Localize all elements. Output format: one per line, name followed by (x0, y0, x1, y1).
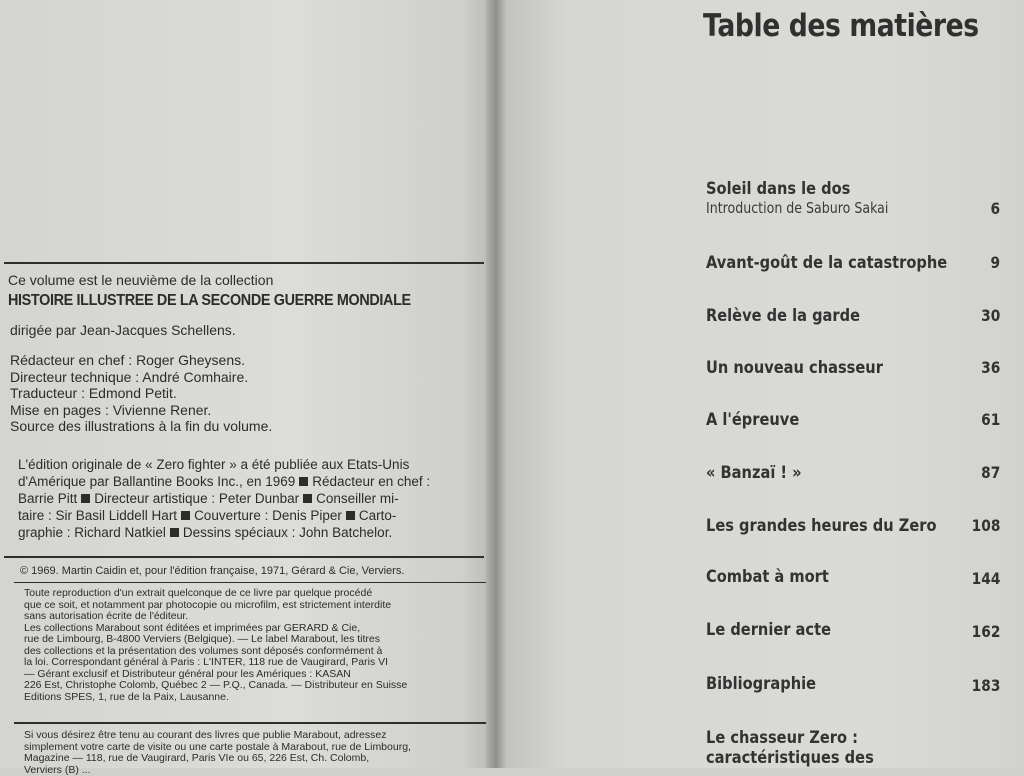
square-bullet-icon (181, 511, 190, 520)
toc-entry (706, 567, 1000, 587)
toc-entry-page: 162 (971, 622, 1000, 641)
book-gutter (486, 0, 508, 768)
legal-line: que ce soit, et notamment par photocopie ou microfilm, est strictement interdite (24, 600, 407, 612)
toc-entry (706, 463, 1000, 483)
credit-line: Rédacteur en chef : Roger Gheysens. (10, 352, 272, 369)
credit-line: Traducteur : Edmond Petit. (10, 385, 272, 402)
credits-list (10, 352, 272, 435)
toc-entry (706, 306, 1000, 326)
square-bullet-icon (346, 511, 355, 520)
toc-entry (706, 728, 1000, 768)
legal-line: Editions SPES, 1, rue de la Paix, Lausanne. (24, 692, 407, 704)
credit-line: Mise en pages : Vivienne Rener. (10, 402, 272, 419)
toc-entry-subtitle: caractéristiques des (706, 748, 959, 768)
toc-entry-page: 144 (971, 569, 1000, 588)
orig-line: taire : Sir Basil Liddell Hart Couverture : Denis Piper Carto- (18, 507, 430, 524)
top-rule (4, 262, 484, 264)
toc-entry-title: Le chasseur Zero : (706, 728, 959, 748)
toc-entry-page: 108 (971, 516, 1000, 535)
legal-line: la loi. Correspondant général à Paris : L'INTER, 118 rue de Vaugirard, Paris VI (24, 657, 407, 669)
orig-line: L'édition originale de « Zero fighter » a été publiée aux Etats-Unis (18, 456, 430, 473)
orig-line: graphie : Richard Natkiel Dessins spéciaux : John Batchelor. (18, 524, 430, 541)
toc-entry-title: Soleil dans le dos (706, 179, 959, 199)
toc-entry (706, 179, 1000, 217)
toc-entry-title: « Banzaï ! » (706, 463, 959, 483)
toc-entry-page: 36 (981, 358, 1000, 377)
toc-entry-title: Combat à mort (706, 567, 959, 587)
legal-line: 226 Est, Christophe Colomb, Québec 2 — P.Q., Canada. — Distributeur en Suisse (24, 680, 407, 692)
toc-entry-title: Les grandes heures du Zero (706, 516, 959, 536)
toc-entry-title: Relève de la garde (706, 306, 959, 326)
credit-line: Source des illustrations à la fin du volume. (10, 418, 272, 435)
legal-line: des collections et la présentation des volumes sont déposés conformément à (24, 646, 407, 658)
toc-entry-page: 183 (971, 676, 1000, 695)
original-edition-block (18, 456, 430, 541)
copyright-rule (14, 582, 494, 583)
toc-entry-title: A l'épreuve (706, 410, 959, 430)
legal-line: — Gérant exclusif et Distributeur général pour les Amériques : KASAN (24, 669, 407, 681)
toc-entry-title: Le dernier acte (706, 620, 959, 640)
toc-entry-title: Avant-goût de la catastrophe (706, 253, 959, 273)
subs-line: Magazine — 118, rue de Vaugirard, Paris VIe ou 65, 226 Est, Ch. Colomb, (24, 753, 411, 765)
toc-entry-title: Un nouveau chasseur (706, 358, 959, 378)
toc-entry-title: Bibliographie (706, 674, 959, 694)
legal-line: sans autorisation écrite de l'éditeur. (24, 611, 407, 623)
toc-entry (706, 358, 1000, 378)
toc-entry-page: 30 (981, 306, 1000, 325)
legal-line: Toute reproduction d'un extrait quelconque de ce livre par quelque procédé (24, 588, 407, 600)
toc-entry (706, 253, 1000, 273)
square-bullet-icon (81, 494, 90, 503)
toc-entry-subtitle: Introduction de Saburo Sakai (706, 199, 953, 217)
credit-line: Directeur technique : André Comhaire. (10, 369, 272, 386)
toc-entry-page: 61 (981, 410, 1000, 429)
collection-intro: Ce volume est le neuvième de la collection (8, 272, 273, 288)
mid-rule (4, 556, 484, 558)
bottom-rule (14, 722, 494, 724)
legal-line: rue de Limbourg, B-4800 Verviers (Belgique). — Le label Marabout, les titres (24, 634, 407, 646)
square-bullet-icon (299, 477, 308, 486)
subs-line: simplement votre carte de visite ou une carte postale à Marabout, rue de Limbourg, (24, 742, 411, 754)
subscription-notice (24, 730, 411, 776)
subs-line: Verviers (B) ... (24, 765, 411, 776)
toc-entry (706, 410, 1000, 430)
legal-notice (24, 588, 407, 703)
toc-entry (706, 674, 1000, 694)
subs-line: Si vous désirez être tenu au courant des livres que publie Marabout, adressez (24, 730, 411, 742)
toc-entry (706, 620, 1000, 640)
right-page (506, 0, 1024, 768)
toc-entry-page: 6 (990, 199, 1000, 218)
series-title: HISTOIRE ILLUSTREE DE LA SECONDE GUERRE MONDIALE (8, 292, 411, 310)
toc-entry-page: 87 (981, 463, 1000, 482)
toc-entry (706, 516, 1000, 536)
left-page (0, 0, 492, 768)
square-bullet-icon (170, 528, 179, 537)
square-bullet-icon (303, 494, 312, 503)
toc-title: Table des matières (703, 8, 979, 44)
orig-line: Barrie Pitt Directeur artistique : Peter Dunbar Conseiller mi- (18, 490, 430, 507)
copyright-line: © 1969. Martin Caidin et, pour l'édition française, 1971, Gérard & Cie, Verviers. (20, 565, 404, 577)
series-director: dirigée par Jean-Jacques Schellens. (10, 322, 236, 338)
toc-entry-page: 9 (990, 253, 1000, 272)
legal-line: Les collections Marabout sont éditées et imprimées par GERARD & Cie, (24, 623, 407, 635)
orig-line: d'Amérique par Ballantine Books Inc., en 1969 Rédacteur en chef : (18, 473, 430, 490)
